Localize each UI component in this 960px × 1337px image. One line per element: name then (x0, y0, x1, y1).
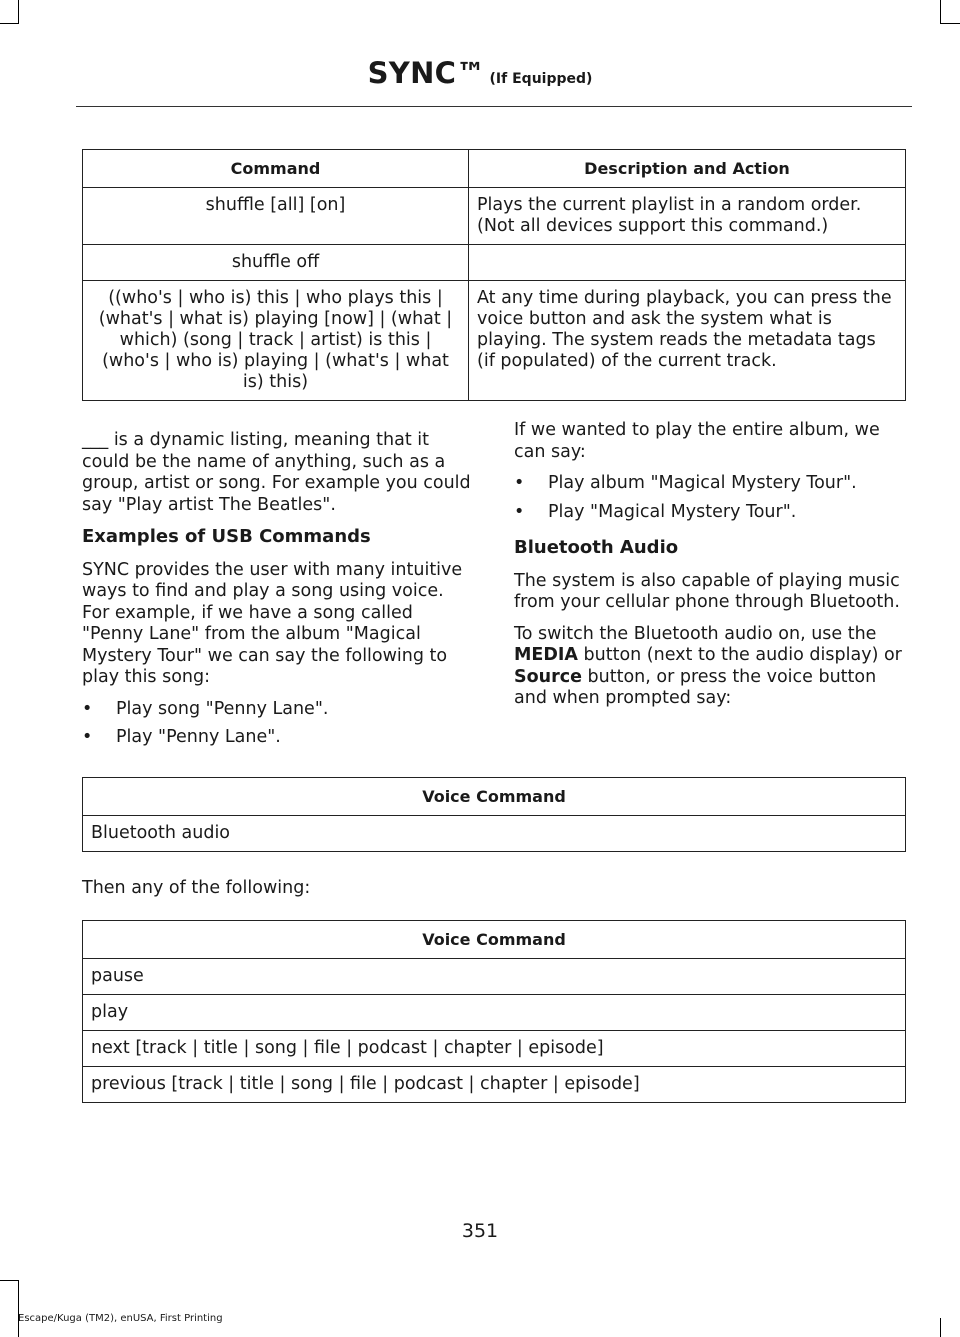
voice-command-cell: Bluetooth audio (83, 816, 906, 852)
column-header-voice-command: Voice Command (83, 921, 906, 959)
header-rule (76, 106, 912, 107)
table-header-row (83, 778, 906, 816)
command-cell: shuffle [all] [on] (83, 188, 469, 245)
bluetooth-switch-paragraph (514, 624, 908, 710)
command-table (82, 149, 906, 401)
crop-mark (940, 0, 941, 24)
crop-mark (0, 1280, 19, 1281)
voice-command-cell: pause (83, 959, 906, 995)
table-header-row (83, 150, 906, 188)
voice-command-cell: next [track | title | song | file | podcast | chapter | episode] (83, 1031, 906, 1067)
table-row (83, 281, 906, 401)
album-intro-paragraph: If we wanted to play the entire album, we can say: (514, 420, 880, 462)
description-cell: Plays the current playlist in a random order. (Not all devices support this command.) (469, 188, 906, 245)
bullet-icon: • (82, 698, 93, 719)
bluetooth-capability-paragraph: The system is also capable of playing music from your cellular phone through Bluetooth. (514, 570, 900, 612)
table-row (83, 959, 906, 995)
table-row (83, 1031, 906, 1067)
table-row (83, 1067, 906, 1103)
right-column (514, 420, 908, 720)
page-number: 351 (461, 1220, 499, 1242)
column-header-voice-command: Voice Command (83, 778, 906, 816)
table-row (83, 188, 906, 245)
description-cell: At any time during playback, you can press the voice button and ask the system what is playing. The system reads the metadata tags (if populated) of the current track. (469, 281, 906, 401)
table-row (83, 816, 906, 852)
text-span: button (next to the audio display) or (577, 645, 902, 665)
list-item (514, 502, 908, 524)
source-button-label: Source (514, 666, 582, 687)
crop-mark (0, 23, 19, 24)
table-row (83, 245, 906, 281)
list-item-text: Play song "Penny Lane". (116, 698, 329, 719)
list-item-text: Play album "Magical Mystery Tour". (548, 473, 857, 493)
usb-examples-paragraph: SYNC provides the user with many intuitive ways to find and play a song using voice. For example, if we have a song called "Penny Lane" from the album "Magical Mystery Tour" we can say the following to play this song: (82, 559, 463, 687)
media-button-label: MEDIA (514, 645, 578, 665)
list-item (514, 473, 908, 495)
column-header-description: Description and Action (469, 150, 906, 188)
dynamic-listing-paragraph: ___ is a dynamic listing, meaning that it could be the name of anything, such as a group, artist or song. For example you could say "Play artist The Beatles". (82, 430, 471, 515)
left-column (82, 430, 474, 756)
then-paragraph: Then any of the following: (82, 878, 311, 898)
table-header-row (83, 921, 906, 959)
text-span: button, or press the voice button and when prompted say: (514, 666, 877, 708)
column-header-command: Command (83, 150, 469, 188)
section-heading-bluetooth-audio: Bluetooth Audio (514, 537, 679, 558)
voice-command-table-playback (82, 920, 906, 1103)
crop-mark (18, 1280, 19, 1337)
list-item (82, 727, 474, 749)
table-row (83, 995, 906, 1031)
voice-command-cell: previous [track | title | song | file | podcast | chapter | episode] (83, 1067, 906, 1103)
footer-text: Escape/Kuga (TM2), enUSA, First Printing (18, 1313, 223, 1324)
section-heading-usb-commands: Examples of USB Commands (82, 526, 371, 547)
list-item (82, 699, 474, 721)
bullet-icon: • (82, 727, 93, 747)
bullet-icon: • (514, 473, 525, 493)
header-title: SYNC™ (367, 56, 486, 90)
bullet-icon: • (514, 501, 525, 522)
command-cell: shuffle off (83, 245, 469, 281)
page-header (0, 56, 960, 90)
text-span: To switch the Bluetooth audio on, use the (514, 623, 877, 644)
crop-mark (940, 23, 960, 24)
list-item-text: Play "Magical Mystery Tour". (548, 501, 797, 522)
crop-mark (940, 1318, 941, 1337)
voice-command-table-bluetooth (82, 777, 906, 852)
crop-mark (18, 0, 19, 24)
voice-command-cell: play (83, 995, 906, 1031)
header-subtitle: (If Equipped) (489, 71, 593, 87)
command-cell: ((who's | who is) this | who plays this | (what's | what is) playing [now] | (what | which) (song | track | artist) is this | (who's | who is) playing | (what's | what is) this) (83, 281, 469, 401)
description-cell (469, 245, 906, 281)
list-item-text: Play "Penny Lane". (116, 727, 281, 747)
